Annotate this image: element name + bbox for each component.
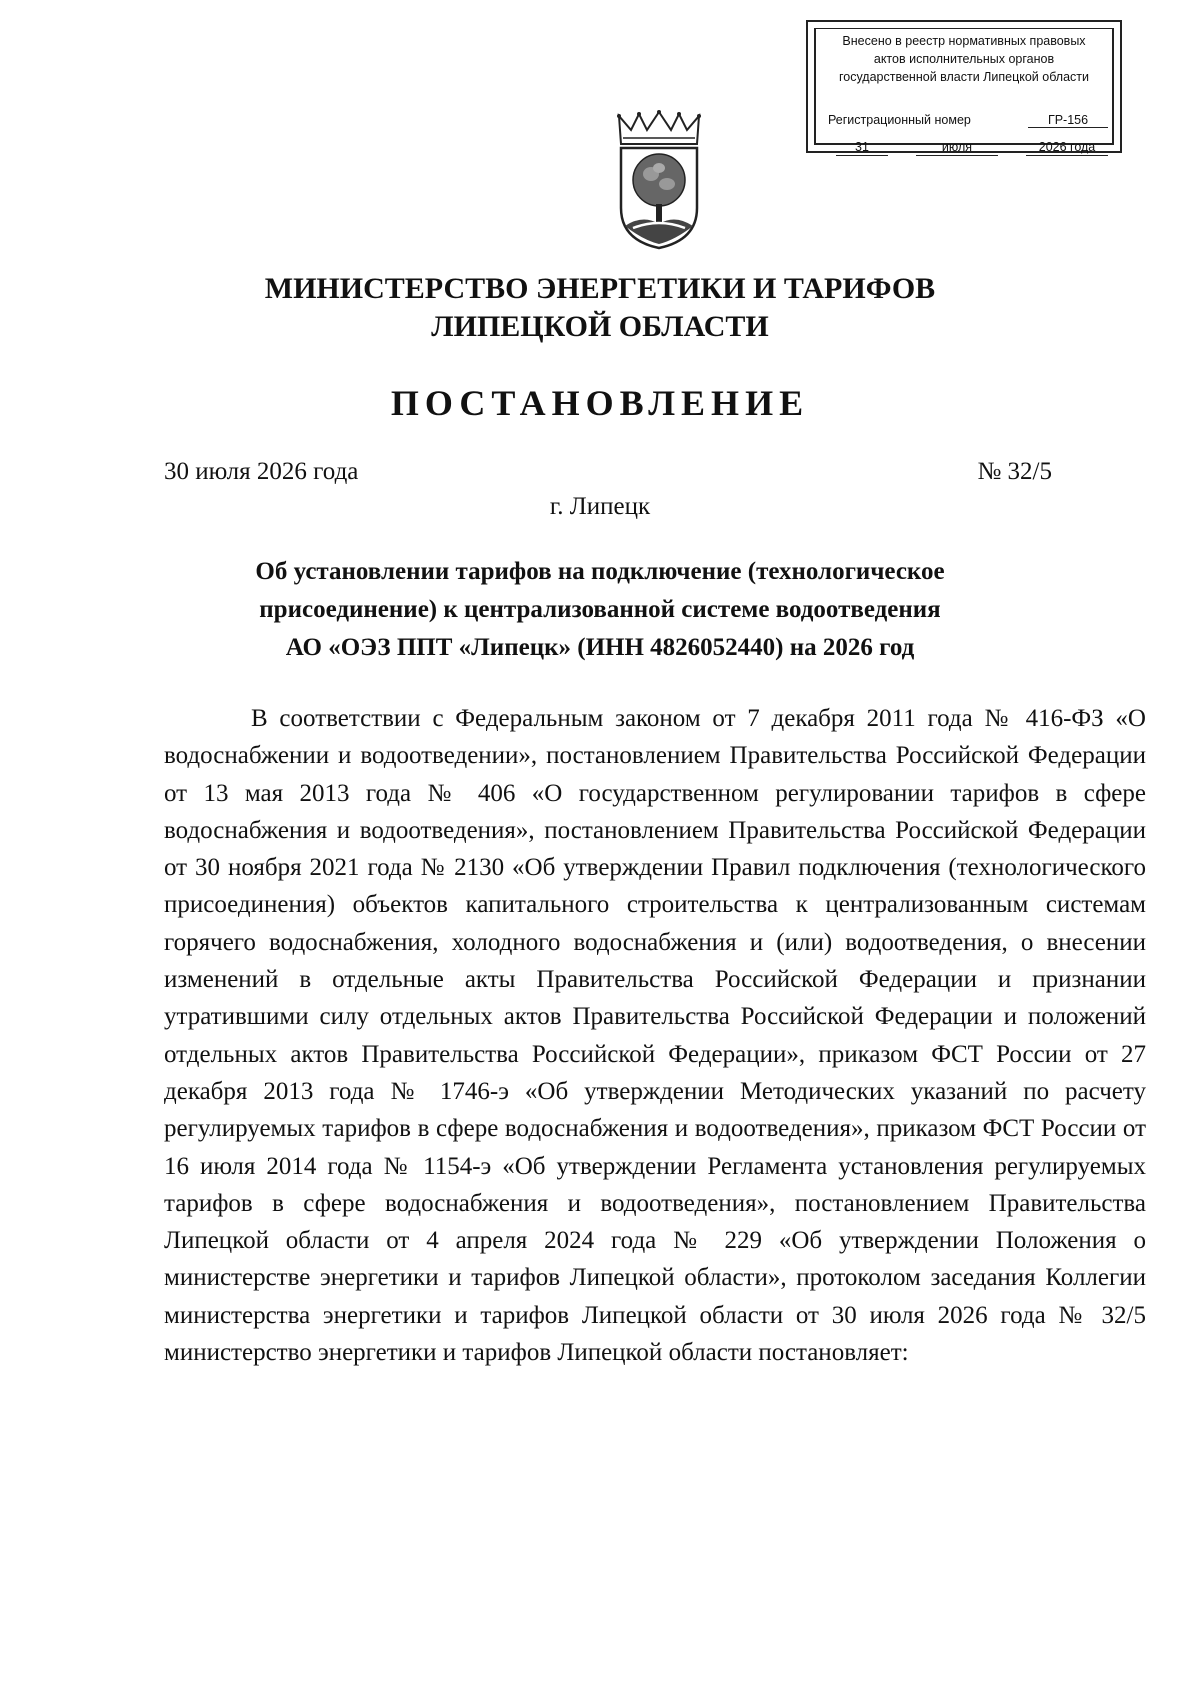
stamp-line-1: Внесено в реестр нормативных правовых <box>842 34 1086 48</box>
document-title-line-1: Об установлении тарифов на подключение (технологическое <box>255 558 945 585</box>
registry-stamp <box>806 20 1122 153</box>
document-title-line-3: АО «ОЭЗ ППТ «Липецк» (ИНН 4826052440) на 2026 год <box>285 634 915 661</box>
document-title-line-2: присоединение) к централизованной системе водоотведения <box>259 596 941 623</box>
document-city: г. Липецк <box>549 493 651 520</box>
ministry-name <box>0 270 1200 346</box>
stamp-day: 31 <box>836 140 888 156</box>
stamp-line-2: актов исполнительных органов <box>873 52 1055 66</box>
stamp-line-3: государственной власти Липецкой области <box>838 70 1090 84</box>
coat-of-arms-icon <box>613 110 705 250</box>
document-title <box>150 553 1050 667</box>
registry-stamp-text <box>808 32 1120 86</box>
document-number: № 32/5 <box>977 458 1052 485</box>
ministry-name-line-1: МИНИСТЕРСТВО ЭНЕРГЕТИКИ И ТАРИФОВ <box>264 272 936 305</box>
stamp-month: июля <box>916 140 998 156</box>
document-date: 30 июля 2026 года <box>164 458 359 485</box>
document-type: ПОСТАНОВЛЕНИЕ <box>390 383 810 423</box>
ministry-name-line-2: ЛИПЕЦКОЙ ОБЛАСТИ <box>431 310 769 343</box>
document-body-paragraph: В соответствии с Федеральным законом от 7 декабря 2011 года № 416-ФЗ «О водоснабжении и водоотведении», постановлением Правительства Российской Федерации от 13 мая 2013 года № 406 «О государственном регулировании тарифов в сфере водоснабжения и водоотведения», постановлением Правительства Российской Федерации от 30 ноября 2021 года № 2130 «Об утверждении Правил подключения (технологического присоединения) объектов капитального строительства к централизованным системам горячего водоснабжения, холодного водоснабжения и (или) водоотведения, о внесении изменений в отдельные акты Правительства Российской Федерации и признании утратившими силу отдельных актов Правительства Российской Федерации и положений отдельных актов Правительства Российской Федерации», приказом ФСТ России от 27 декабря 2013 года № 1746-э «Об утверждении Методических указаний по расчету регулируемых тарифов в сфере водоснабжения и водоотведения», приказом ФСТ России от 16 июля 2014 года № 1154-э «Об утверждении Регламента установления регулируемых тарифов в сфере водоснабжения и водоотведения», постановлением Правительства Липецкой области от 4 апреля 2024 года № 229 «Об утверждении Положения о министерстве энергетики и тарифов Липецкой области», протоколом заседания Коллегии министерства энергетики и тарифов Липецкой области от 30 июля 2026 года № 32/5 министерство энергетики и тарифов Липецкой области постановляет: <box>164 705 1146 1367</box>
stamp-year: 2026 года <box>1026 140 1108 156</box>
stamp-regnum-value: ГР-156 <box>1028 113 1108 128</box>
stamp-regnum-label: Регистрационный номер <box>828 113 971 127</box>
